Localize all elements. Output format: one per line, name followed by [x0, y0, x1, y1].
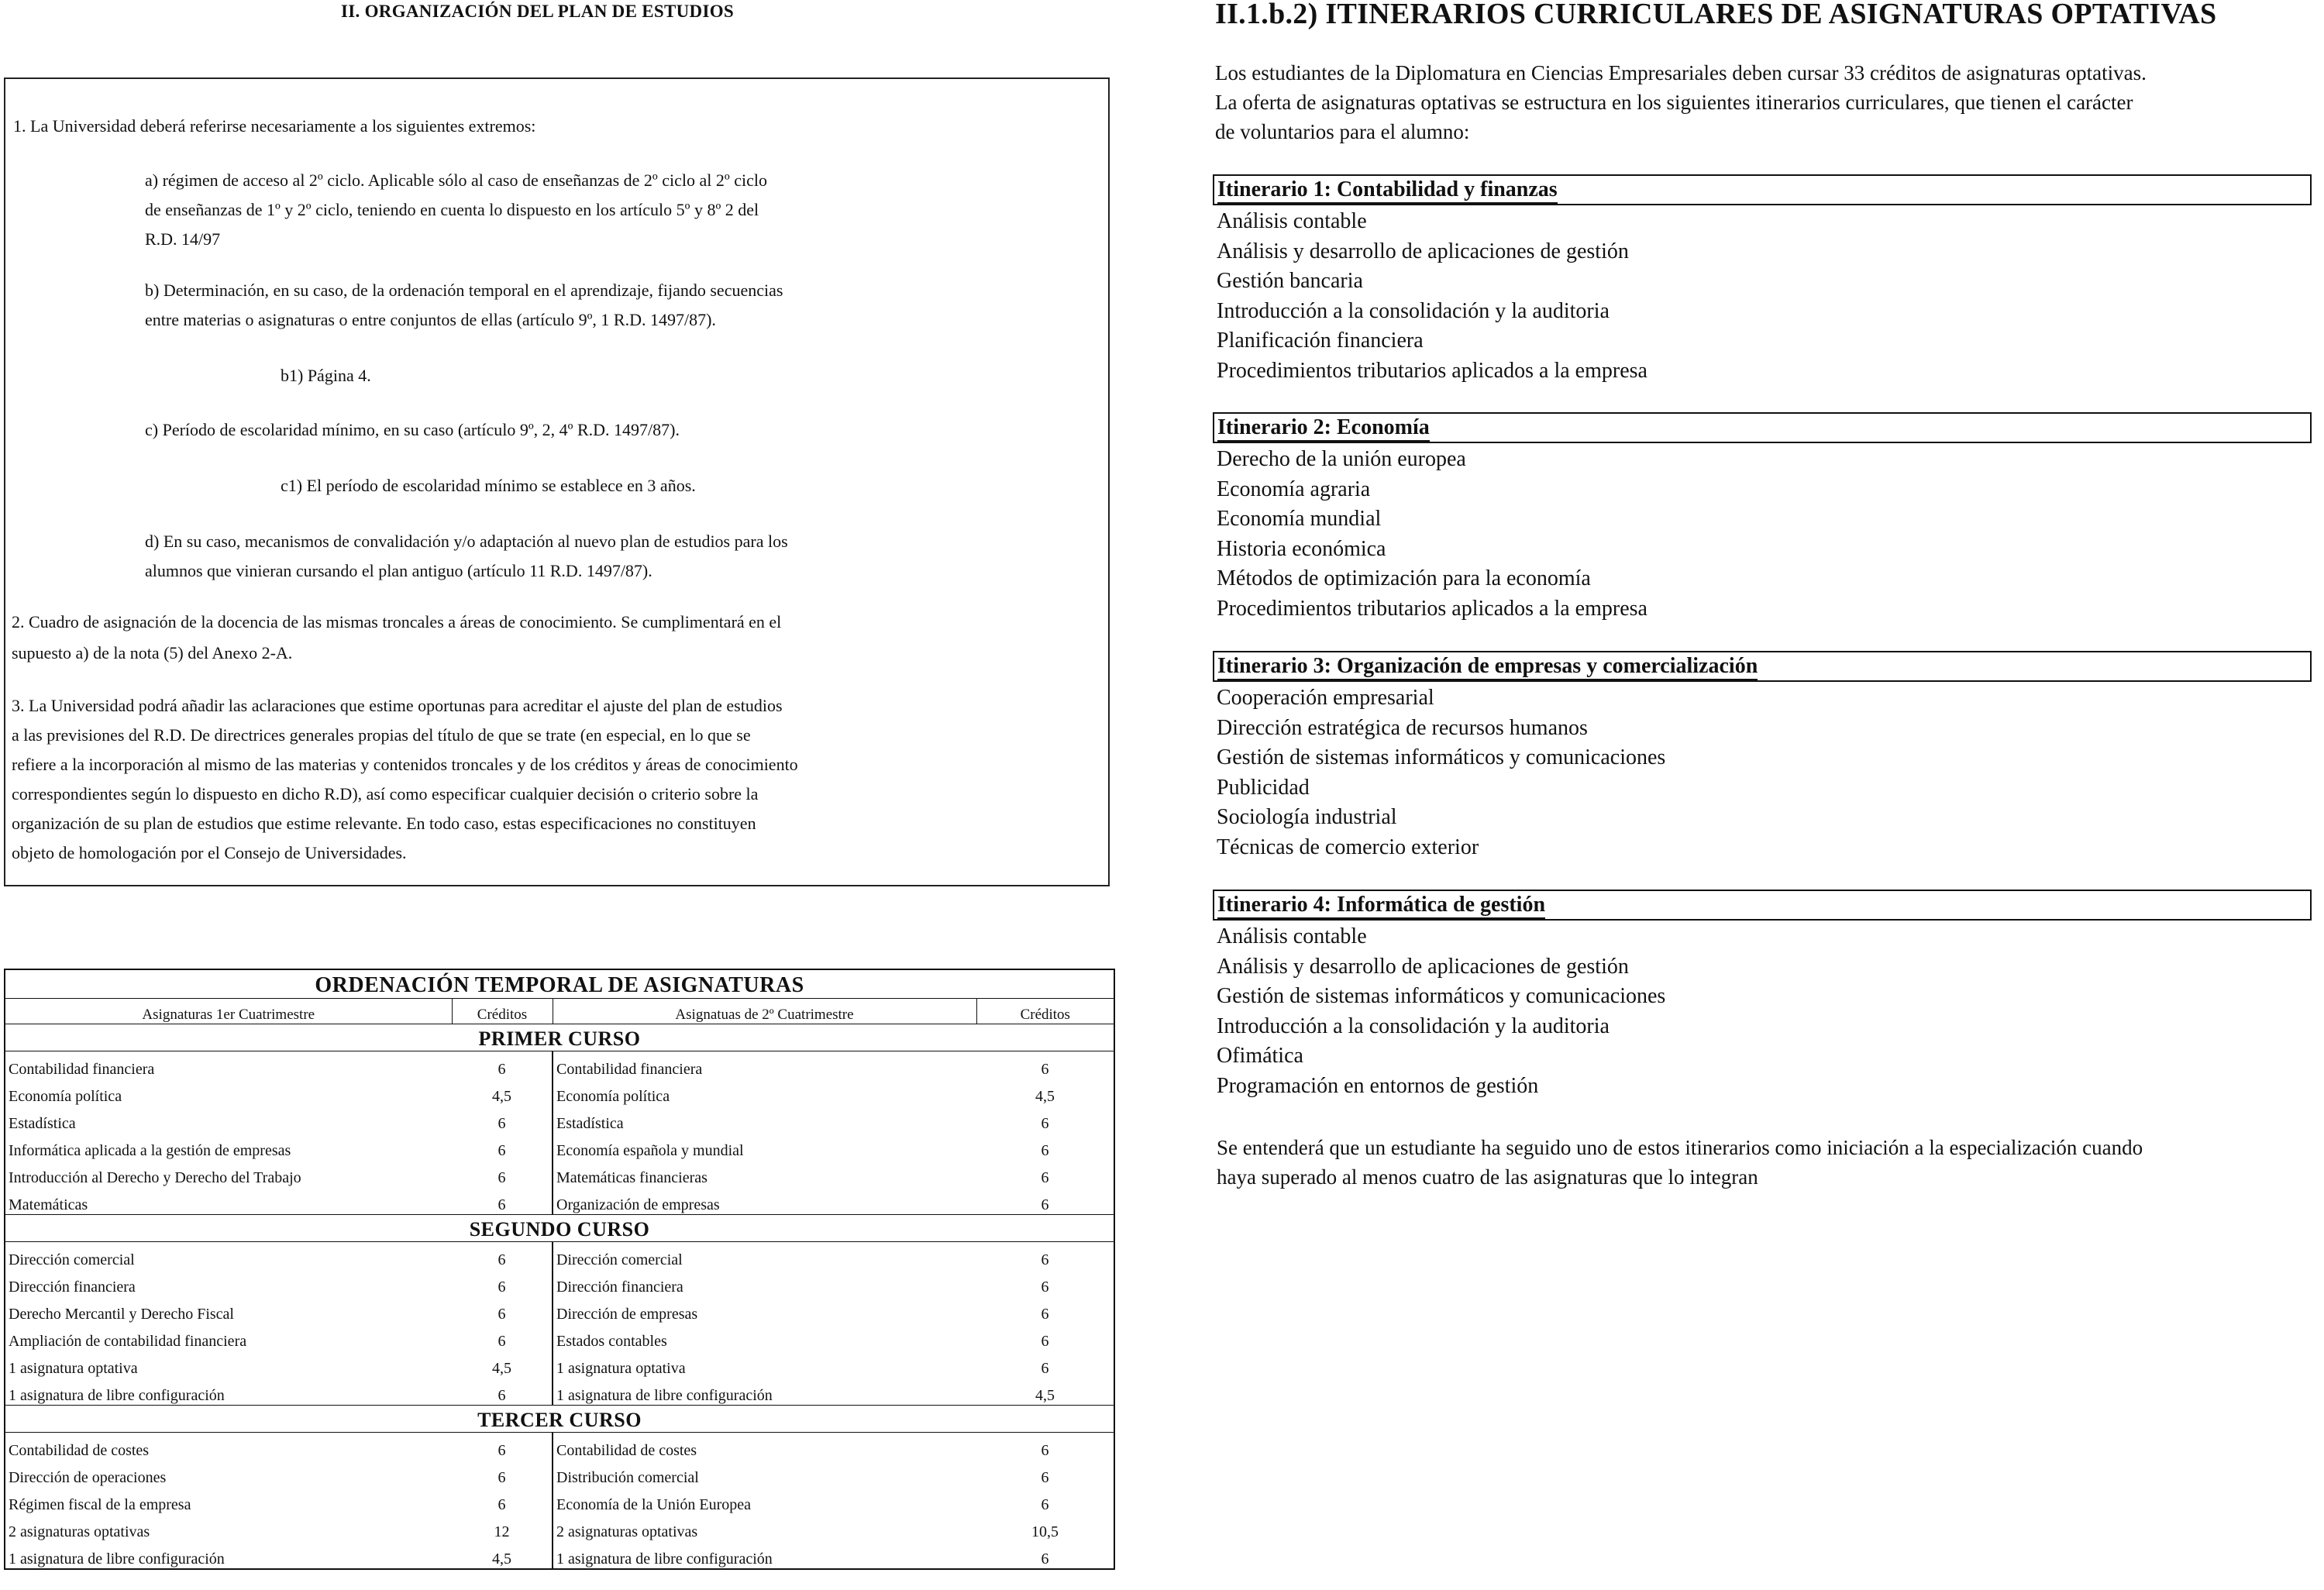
table-row: [5, 1460, 1114, 1487]
itinerary-header: [1213, 890, 2312, 921]
col-header-credits1: Créditos: [452, 999, 553, 1024]
credits-sem2: 6: [976, 1460, 1114, 1487]
credits-sem2: 6: [976, 1487, 1114, 1514]
col-header-credits2: Créditos: [976, 999, 1114, 1024]
itinerary-header: [1213, 412, 2312, 443]
subject-sem2: Matemáticas financieras: [556, 1169, 708, 1186]
table-row: [5, 1269, 1114, 1296]
itinerary-subject: Dirección estratégica de recursos humanos: [1217, 715, 1588, 740]
credits-sem2: 6: [976, 1269, 1114, 1296]
subject-sem2: Contabilidad financiera: [556, 1061, 703, 1078]
subject-sem2: Distribución comercial: [556, 1469, 699, 1486]
subject-sem2: 1 asignatura optativa: [556, 1360, 686, 1377]
table-row: [5, 1351, 1114, 1378]
table-row: [5, 1160, 1114, 1187]
credits-sem2: 6: [976, 1187, 1114, 1215]
year-header: TERCER CURSO: [5, 1406, 1114, 1433]
subject-sem1: Matemáticas: [5, 1187, 452, 1215]
itinerary-subject: Análisis contable: [1217, 924, 1367, 948]
subject-sem1: Estadística: [5, 1106, 452, 1133]
note-3-line6: objeto de homologación por el Consejo de Universidades.: [12, 843, 407, 862]
subject-sem1: Ampliación de contabilidad financiera: [5, 1323, 452, 1351]
credits-sem2: 6: [976, 1296, 1114, 1323]
itineraries-intro: [1215, 58, 2300, 146]
itinerary-subjects: [1217, 683, 1665, 863]
table-row: [5, 1133, 1114, 1160]
subject-sem1: Régimen fiscal de la empresa: [5, 1487, 452, 1514]
note-b1: b1) Página 4.: [281, 366, 371, 385]
subject-sem1: Introducción al Derecho y Derecho del Trabajo: [5, 1160, 452, 1187]
credits-sem1: 4,5: [452, 1351, 553, 1378]
itinerary-subject: Análisis contable: [1217, 209, 1367, 233]
itinerary-subject: Ofimática: [1217, 1044, 1303, 1069]
credits-sem1: 6: [452, 1433, 553, 1461]
credits-sem1: 6: [452, 1242, 553, 1270]
subject-sem1: Dirección financiera: [5, 1269, 452, 1296]
itinerary-subject: Técnicas de comercio exterior: [1217, 835, 1479, 859]
table-row: [5, 1051, 1114, 1079]
subject-sem1: Informática aplicada a la gestión de empresas: [5, 1133, 452, 1160]
subject-sem2: 1 asignatura de libre configuración: [556, 1387, 773, 1404]
table-row: [5, 1378, 1114, 1406]
section-title: II. ORGANIZACIÓN DEL PLAN DE ESTUDIOS: [341, 2, 734, 21]
subject-sem2: Economía española y mundial: [556, 1142, 744, 1159]
itinerary-subjects: [1217, 922, 1665, 1102]
credits-sem1: 4,5: [452, 1079, 553, 1106]
intro-line-1: Los estudiantes de la Diplomatura en Ciencias Empresariales deben cursar 33 créditos de asignaturas optativas.: [1215, 61, 2147, 84]
note-3-line4: correspondientes según lo dispuesto en dicho R.D), así como especificar cualquier decisión o criterio sobre la: [12, 784, 759, 804]
subject-sem1: 2 asignaturas optativas: [5, 1514, 452, 1541]
itinerary-title: Itinerario 4: Informática de gestión: [1217, 892, 1545, 919]
itinerary-subject: Gestión de sistemas informáticos y comunicaciones: [1217, 745, 1666, 770]
credits-sem1: 12: [452, 1514, 553, 1541]
year-header-row: [5, 1215, 1114, 1242]
credits-sem1: 4,5: [452, 1541, 553, 1569]
itinerary-subject: Procedimientos tributarios aplicados a la empresa: [1217, 596, 1647, 621]
credits-sem2: 6: [976, 1433, 1114, 1461]
year-header-row: [5, 1406, 1114, 1433]
itinerary-subject: Economía mundial: [1217, 507, 1382, 532]
subject-sem2: Contabilidad de costes: [556, 1442, 697, 1459]
credits-sem2: 6: [976, 1160, 1114, 1187]
subject-sem2: Estados contables: [556, 1333, 667, 1350]
note-a-line2: de enseñanzas de 1º y 2º ciclo, teniendo en cuenta lo dispuesto en los artículo 5º y 8º 2 del: [145, 200, 759, 219]
credits-sem1: 6: [452, 1296, 553, 1323]
itinerary-subjects: [1217, 445, 1647, 625]
subject-sem1: 1 asignatura de libre configuración: [5, 1378, 452, 1406]
note-a-line3: R.D. 14/97: [145, 229, 221, 249]
credits-sem1: 6: [452, 1187, 553, 1215]
table-row: [5, 1242, 1114, 1270]
itinerary-subject: Sociología industrial: [1217, 805, 1397, 830]
year-header: SEGUNDO CURSO: [5, 1215, 1114, 1242]
credits-sem2: 6: [976, 1323, 1114, 1351]
note-3-line3: refiere a la incorporación al mismo de las materias y contenidos troncales y de los créditos y áreas de conocimiento: [12, 755, 798, 774]
itinerary-subject: Derecho de la unión europea: [1217, 447, 1466, 471]
footer-line-1: Se entenderá que un estudiante ha seguido uno de estos itinerarios como iniciación a la especialización cuando: [1217, 1136, 2143, 1159]
credits-sem1: 6: [452, 1160, 553, 1187]
table-row: [5, 1487, 1114, 1514]
table-row: [5, 1079, 1114, 1106]
subject-sem2: Dirección financiera: [556, 1279, 683, 1296]
subject-sem1: Dirección de operaciones: [5, 1460, 452, 1487]
credits-sem2: 6: [976, 1106, 1114, 1133]
note-b-line2: entre materias o asignaturas o entre conjuntos de ellas (artículo 9º, 1 R.D. 1497/87).: [145, 310, 716, 329]
footer-line-2: haya superado al menos cuatro de las asignaturas que lo integran: [1217, 1165, 1758, 1189]
subject-sem2: 1 asignatura de libre configuración: [553, 1541, 976, 1569]
note-b-line1: b) Determinación, en su caso, de la ordenación temporal en el aprendizaje, fijando secuencias: [145, 280, 783, 300]
itinerary-subject: Introducción a la consolidación y la auditoria: [1217, 298, 1610, 323]
subject-sem1: Contabilidad de costes: [5, 1433, 452, 1461]
year-header: PRIMER CURSO: [5, 1024, 1114, 1051]
credits-sem1: 6: [452, 1378, 553, 1406]
credits-sem2: 4,5: [976, 1079, 1114, 1106]
table-row: [5, 1106, 1114, 1133]
credits-sem2: 6: [976, 1133, 1114, 1160]
table-row: [5, 1296, 1114, 1323]
table-row: [5, 1187, 1114, 1215]
table-row: [5, 1323, 1114, 1351]
itinerary-header: [1213, 174, 2312, 205]
credits-sem2: 4,5: [976, 1378, 1114, 1406]
itinerary-subject: Economía agraria: [1217, 477, 1371, 501]
subject-sem2: Dirección de empresas: [556, 1306, 698, 1323]
itinerary-title: Itinerario 1: Contabilidad y finanzas: [1217, 177, 1558, 204]
notes-box: [4, 77, 1110, 886]
itinerary-subject: Historia económica: [1217, 536, 1386, 561]
itinerary-header: [1213, 651, 2312, 682]
table-row: [5, 1433, 1114, 1461]
table-row: [5, 1514, 1114, 1541]
itinerary-subject: Análisis y desarrollo de aplicaciones de gestión: [1217, 239, 1629, 263]
credits-sem1: 6: [452, 1460, 553, 1487]
itineraries-title: II.1.b.2) ITINERARIOS CURRICULARES DE ASIGNATURAS OPTATIVAS: [1215, 0, 2217, 30]
itinerary-subject: Procedimientos tributarios aplicados a la empresa: [1217, 358, 1647, 383]
credits-sem1: 6: [452, 1487, 553, 1514]
itinerary-subjects: [1217, 207, 1647, 387]
credits-sem2: 6: [976, 1051, 1114, 1079]
credits-sem2: 6: [976, 1351, 1114, 1378]
itinerary-subject: Métodos de optimización para la economía: [1217, 566, 1591, 591]
itinerary-subject: Introducción a la consolidación y la auditoria: [1217, 1014, 1610, 1038]
subject-sem1: Contabilidad financiera: [5, 1051, 452, 1079]
subject-sem1: 1 asignatura de libre configuración: [5, 1541, 452, 1569]
subject-sem1: Derecho Mercantil y Derecho Fiscal: [5, 1296, 452, 1323]
itinerary-subject: Planificación financiera: [1217, 329, 1424, 353]
note-d-line1: d) En su caso, mecanismos de convalidación y/o adaptación al nuevo plan de estudios para los: [145, 532, 788, 551]
itinerary-subject: Gestión de sistemas informáticos y comunicaciones: [1217, 984, 1666, 1009]
schedule-table: [4, 969, 1115, 1570]
note-c1: c1) El período de escolaridad mínimo se establece en 3 años.: [281, 476, 696, 495]
year-header-row: [5, 1024, 1114, 1051]
itinerary-subject: Gestión bancaria: [1217, 269, 1363, 294]
note-3-line2: a las previsiones del R.D. De directrices generales propias del título de que se trate (en especial, en lo que se: [12, 725, 751, 745]
credits-sem1: 6: [452, 1133, 553, 1160]
credits-sem2: 6: [976, 1242, 1114, 1270]
itinerary-subject: Programación en entornos de gestión: [1217, 1073, 1539, 1098]
schedule-table-title: ORDENACIÓN TEMPORAL DE ASIGNATURAS: [5, 969, 1114, 999]
credits-sem1: 6: [452, 1106, 553, 1133]
credits-sem1: 6: [452, 1323, 553, 1351]
note-3-line1: 3. La Universidad podrá añadir las aclaraciones que estime oportunas para acreditar el ajuste del plan de estudios: [12, 696, 783, 715]
intro-line-2: La oferta de asignaturas optativas se estructura en los siguientes itinerarios curriculares, que tienen el carácter: [1215, 91, 2133, 114]
subject-sem1: 1 asignatura optativa: [5, 1351, 452, 1378]
col-header-sem1: Asignaturas 1er Cuatrimestre: [5, 999, 452, 1024]
subject-sem1: Economía política: [5, 1079, 452, 1106]
note-c: c) Período de escolaridad mínimo, en su caso (artículo 9º, 2, 4º R.D. 1497/87).: [145, 420, 680, 439]
note-2-line1: 2. Cuadro de asignación de la docencia de las mismas troncales a áreas de conocimiento. Se cumplimentará en el: [12, 612, 782, 632]
subject-sem2: Organización de empresas: [556, 1196, 720, 1213]
itinerary-subject: Publicidad: [1217, 775, 1310, 800]
itinerary-subject: Análisis y desarrollo de aplicaciones de gestión: [1217, 954, 1629, 979]
subject-sem1: Dirección comercial: [5, 1242, 452, 1270]
subject-sem2: Estadística: [556, 1115, 624, 1132]
credits-sem1: 6: [452, 1051, 553, 1079]
itinerary-title: Itinerario 3: Organización de empresas y comercialización: [1217, 653, 1758, 680]
itineraries-footer: [1217, 1133, 2143, 1192]
credits-sem2: 6: [976, 1541, 1114, 1569]
credits-sem1: 6: [452, 1269, 553, 1296]
note-a-line1: a) régimen de acceso al 2º ciclo. Aplicable sólo al caso de enseñanzas de 2º ciclo al 2º ciclo: [145, 170, 767, 190]
note-3-line5: organización de su plan de estudios que estime relevante. En todo caso, estas especificaciones no constituyen: [12, 814, 756, 833]
itinerary-subject: Cooperación empresarial: [1217, 686, 1434, 710]
subject-sem2: Dirección comercial: [556, 1251, 683, 1268]
note-d-line2: alumnos que vinieran cursando el plan antiguo (artículo 11 R.D. 1497/87).: [145, 561, 652, 580]
itinerary-title: Itinerario 2: Economía: [1217, 415, 1430, 442]
table-row: [5, 1541, 1114, 1569]
credits-sem2: 10,5: [976, 1514, 1114, 1541]
subject-sem2: Economía política: [556, 1088, 670, 1105]
intro-line-3: de voluntarios para el alumno:: [1215, 120, 1470, 143]
note-2-line2: supuesto a) de la nota (5) del Anexo 2-A.: [12, 643, 293, 662]
note-1: 1. La Universidad deberá referirse necesariamente a los siguientes extremos:: [13, 116, 536, 136]
col-header-sem2: Asignatuas de 2º Cuatrimestre: [553, 999, 976, 1024]
subject-sem2: Economía de la Unión Europea: [556, 1496, 752, 1513]
subject-sem2: 2 asignaturas optativas: [556, 1523, 698, 1540]
